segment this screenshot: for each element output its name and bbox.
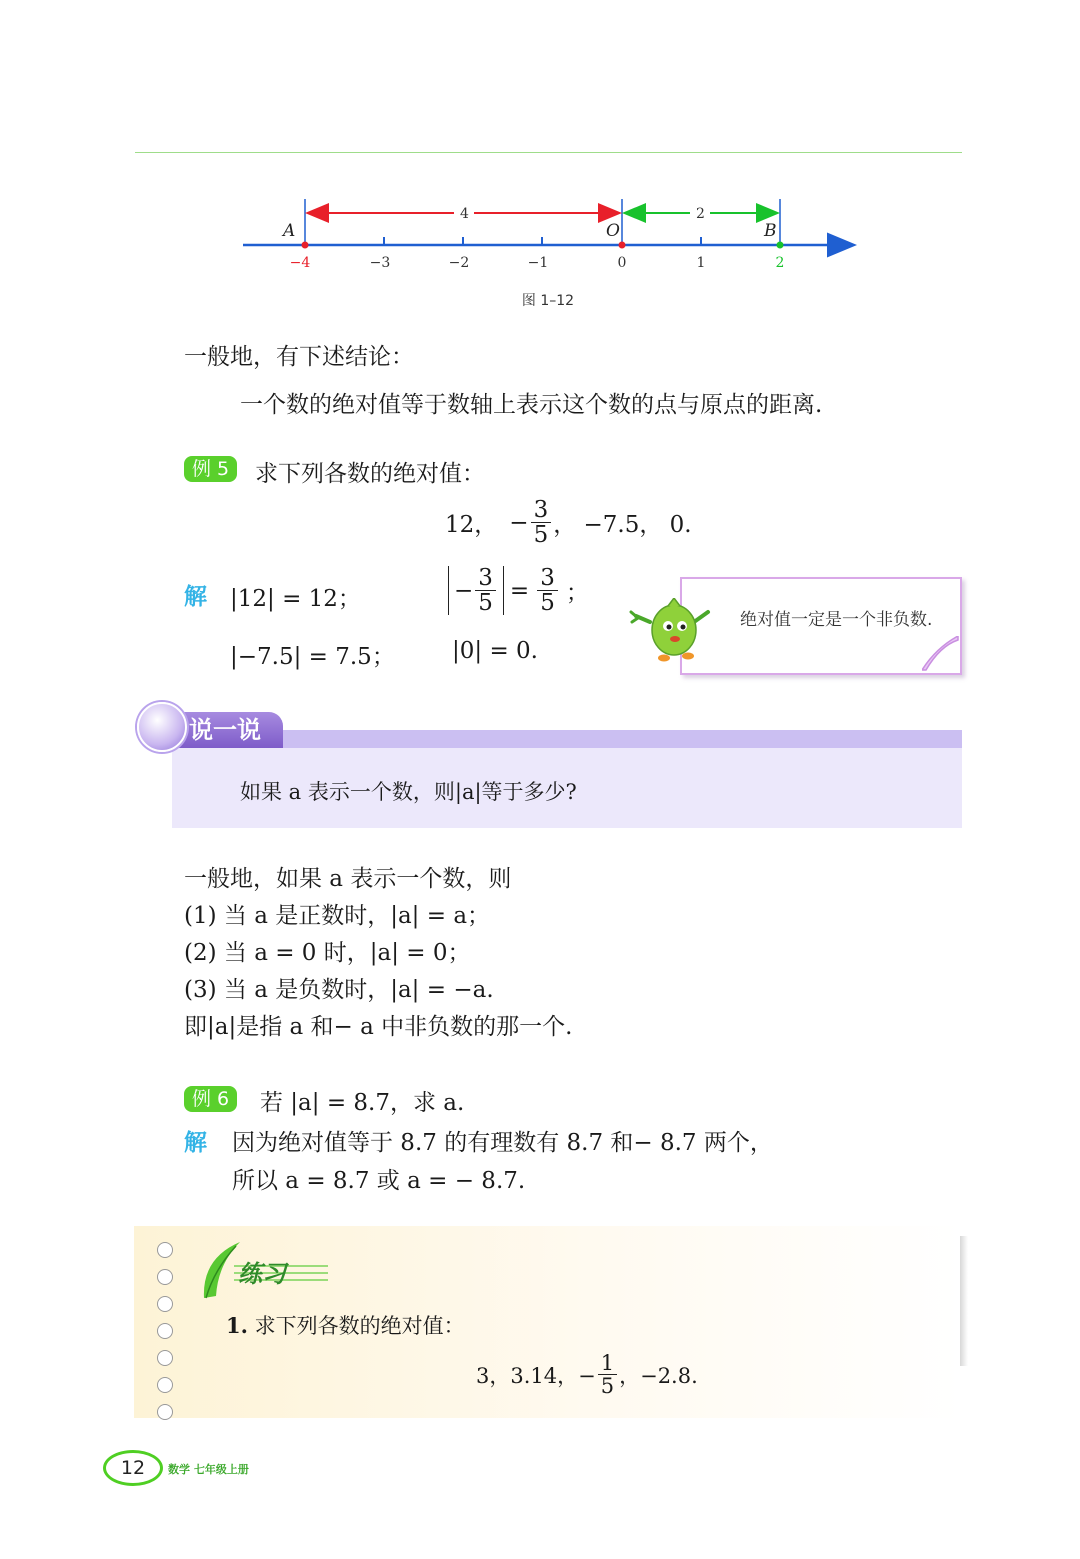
book-title: 数学 七年级上册 — [168, 1463, 249, 1476]
point-o-dot — [619, 242, 626, 249]
general-intro: 一般地，如果 a 表示一个数，则 — [184, 866, 512, 892]
fraction-three-fifths: $\frac{3}{5}$ — [531, 498, 552, 547]
list-part: ，−2.8. — [619, 1363, 698, 1388]
example-5-number-list — [445, 498, 692, 547]
discuss-panel-header — [172, 730, 962, 748]
point-o-label: O — [606, 221, 620, 241]
conclusion-statement: 一个数的绝对值等于数轴上表示这个数的点与原点的距离. — [240, 392, 823, 418]
mascot-icon — [628, 598, 716, 664]
point-b-dot — [777, 242, 784, 249]
example-6-badge: 例 6 — [184, 1086, 237, 1112]
tick-label: 0 — [617, 255, 627, 271]
distance-label-ao: 4 — [460, 206, 469, 222]
answer-abs-12: |12| = 12； — [230, 586, 361, 612]
tick-label: 2 — [775, 255, 785, 271]
discuss-tab: 说一说 — [175, 712, 283, 748]
example-5-prompt: 求下列各数的绝对值： — [255, 461, 485, 487]
minus-sign: − — [509, 509, 529, 536]
binder-ring-icon — [157, 1242, 173, 1258]
list-part: ， −7.5， 0. — [553, 512, 692, 539]
example-6-solution-line-2: 所以 a = 8.7 或 a = − 8.7. — [232, 1168, 526, 1194]
binder-ring-icon — [157, 1350, 173, 1366]
practice-panel-shadow — [960, 1236, 968, 1366]
list-part: 12， — [445, 512, 498, 539]
callout-page-curl — [922, 636, 960, 672]
binder-ring-icon — [157, 1296, 173, 1312]
practice-title: 练习 — [238, 1260, 286, 1288]
equals-sign: = — [509, 577, 530, 604]
practice-number-list — [476, 1352, 698, 1397]
callout-text: 绝对值一定是一个非负数. — [740, 610, 933, 630]
tick-label: −4 — [289, 255, 311, 271]
speech-bubble-icon — [137, 702, 187, 752]
point-b-label: B — [764, 221, 777, 241]
practice-question-1 — [226, 1310, 465, 1340]
general-case-2: (2) 当 a = 0 时，|a| = 0； — [184, 940, 471, 966]
example-6-solution-line-1: 因为绝对值等于 8.7 的有理数有 8.7 和− 8.7 两个， — [232, 1130, 773, 1156]
general-summary: 即|a|是指 a 和− a 中非负数的那一个. — [184, 1014, 573, 1040]
page-number: 12 — [103, 1450, 163, 1486]
answer-abs-0: |0| = 0. — [452, 638, 538, 664]
binder-ring-icon — [157, 1269, 173, 1285]
binder-ring-icon — [157, 1377, 173, 1393]
tick-label: −3 — [369, 255, 391, 271]
tick-label: −2 — [448, 255, 470, 271]
discuss-question: 如果 a 表示一个数，则|a|等于多少? — [240, 780, 577, 804]
binder-ring-icon — [157, 1323, 173, 1339]
solution-label: 解 — [184, 1130, 207, 1156]
example-5-badge: 例 5 — [184, 456, 237, 482]
conclusion-lead: 一般地，有下述结论： — [184, 344, 414, 370]
question-number: 1. — [226, 1313, 248, 1338]
binder-ring-icon — [157, 1404, 173, 1420]
tick-label: 1 — [696, 255, 706, 271]
semicolon: ； — [565, 580, 589, 607]
solution-label: 解 — [184, 584, 207, 610]
absolute-value-bars: − $\frac{3}{5}$ — [448, 566, 504, 615]
point-a-dot — [302, 242, 309, 249]
question-text: 求下列各数的绝对值： — [254, 1314, 465, 1338]
fraction-three-fifths: $\frac{3}{5}$ — [537, 566, 558, 615]
tick-label: −1 — [527, 255, 549, 271]
answer-abs-neg-three-fifths — [448, 566, 589, 615]
list-part: 3，3.14，− — [476, 1363, 596, 1388]
figure-caption: 图 1–12 — [521, 293, 575, 309]
point-a-label: A — [283, 221, 296, 241]
number-line-figure — [0, 0, 1080, 290]
distance-label-ob: 2 — [696, 206, 705, 222]
answer-abs-neg-7-5: |−7.5| = 7.5； — [230, 644, 395, 670]
general-case-3: (3) 当 a 是负数时，|a| = −a. — [184, 977, 494, 1003]
example-6-prompt: 若 |a| = 8.7，求 a. — [260, 1090, 465, 1116]
general-case-1: (1) 当 a 是正数时，|a| = a； — [184, 903, 491, 929]
fraction-one-fifth: $\frac{1}{5}$ — [598, 1352, 617, 1397]
